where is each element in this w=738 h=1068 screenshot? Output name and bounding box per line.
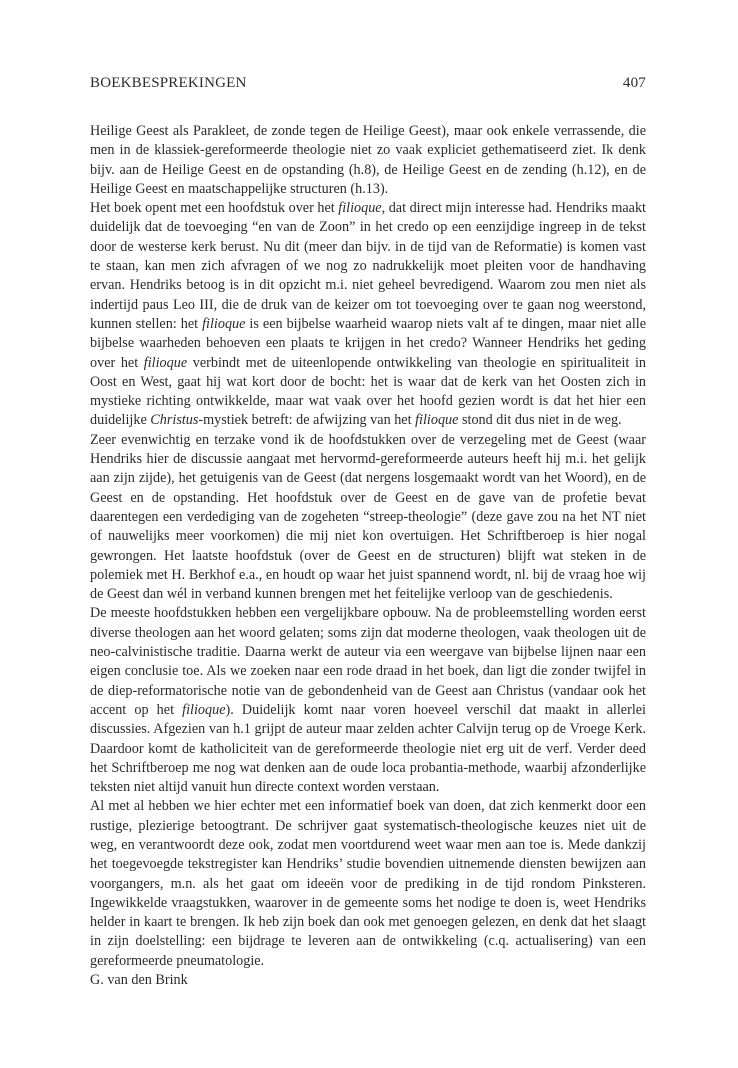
text-run: -mystiek betreft: de afwijzing van het — [198, 412, 416, 429]
text-run: Heilige Geest als Parakleet, de zonde tegen de Heilige Geest), maar ook enkele verrassende, die men in de klassiek-gereformeerde theologie niet zo vaak expliciet gethematiseerd ziet. Ik denk bijv. aan de Heilige Geest en de opstanding (h.8), de Heilige Geest en de zending (h.12), en de Heilige Geest en maatschappelijke structuren (h.13). — [90, 123, 646, 197]
text-run: Het boek opent met een hoofdstuk over het — [90, 200, 339, 217]
text-run: is een bijbelse waarheid waarop niets valt af te dingen, maar niet alle bijbelse waarheden behoeven een plaats te krijgen in het credo? Wanneer Hendriks het geding over het — [90, 315, 647, 371]
italic-term: filioque — [182, 701, 226, 718]
text-run: De meeste hoofdstukken hebben een vergelijkbare opbouw. Na de probleemstelling worden eerst diverse theologen aan het woord gelaten; soms zijn dat moderne theologen, vaak theologen uit de neo-calvinistische traditie. Daarna werkt de auteur via een weergave van bijbelse lijnen naar een eigen conclusie toe. Als we zoeken naar een rode draad in het boek, dan ligt die zonder twijfel in de diep-reformatorische notie van de gebondenheid van de Geest aan Christus (vandaar ook het accent op het — [90, 605, 646, 718]
text-run: stond dit dus niet in de weg. — [458, 412, 622, 429]
italic-term: filioque — [202, 315, 246, 332]
paragraph-3 — [90, 431, 646, 605]
italic-term: filioque — [143, 354, 188, 371]
page — [90, 0, 646, 1068]
article-body — [90, 122, 646, 990]
page-number: 407 — [622, 75, 646, 91]
paragraph-5 — [90, 797, 646, 971]
text-run: Al met al hebben we hier echter met een informatief boek van doen, dat zich kenmerkt door een rustige, plezierige betoogtrant. De schrijver gaat systematisch-theologische keuzes niet uit de weg, en verantwoordt deze ook, zodat men voortdurend weet waar men aan toe is. Mede dankzij het toegevoegde tekstregister kan Hendriks’ studie bovendien uitnemende diensten bewijzen aan voorgangers, m.n. als het gaat om ideeën voor de prediking in de tijd rondom Pinksteren. Ingewikkelde vraagstukken, waarover in de gemeente soms het nodige te doen is, weet Hendriks helder in kaart te brengen. Ik heb zijn boek dan ook met genoegen gelezen, en denk dat het slaagt in zijn doelstelling: een bijdrage te leveren aan de ontwikkeling (c.q. actualisering) van een gereformeerde pneumatologie. — [90, 798, 646, 969]
paragraph-1 — [90, 122, 646, 199]
signature: G. van den Brink — [90, 972, 188, 989]
paragraph-4 — [90, 604, 646, 797]
text-run: verbindt met de uiteenlopende ontwikkeling van theologie en spiritualiteit in Oost en West, gaat hij wat kort door de bocht: het is waar dat de kerk van het Oosten zich in mystieke richting ontwikkelde, maar wat vaak over het hoofd gezien wordt is dat het hier een duidelijke — [90, 354, 646, 429]
paragraph-2 — [90, 199, 646, 431]
text-run: ). Duidelijk komt naar voren hoeveel verschil dat maakt in allerlei discussies. Afgezien van h.1 grijpt de auteur maar zelden achter Calvijn terug op de Vroege Kerk. Daardoor komt de katholiciteit van de gereformeerde theologie niet erg uit de verf. Verder deed het Schriftberoep me nog wat denken aan de oude loca probantia-methode, waarbij afzonderlijke teksten niet altijd vanuit hun directe context worden verstaan. — [90, 701, 646, 796]
text-run: , dat direct mijn interesse had. Hendriks maakt duidelijk dat de toevoeging “en van de Zoon” in het credo op een eenzijdige ingreep in de tekst door de westerse kerk berust. Nu dit (meer dan bijv. in de tijd van de Reformatie) is komen vast te staan, kan men zich afvragen of we nog zo nadrukkelijk moet pleiten voor de handhaving ervan. Hendriks betoog is in dit opzicht m.i. niet geheel bevredigend. Waarom zou men niet als indertijd paus Leo III, die de druk van de keizer om tot toevoeging over te gaan nog weerstond, kunnen stellen: het — [90, 200, 646, 332]
italic-term: filioque — [338, 200, 382, 217]
italic-term: filioque — [415, 412, 459, 429]
section-title: BOEKBESPREKINGEN — [90, 75, 247, 91]
text-run: Zeer evenwichtig en terzake vond ik de hoofdstukken over de verzegeling met de Geest (waar Hendriks hier de discussie aangaat met hervormd-gereformeerde auteurs heeft hij m.i. het gelijk aan zijn zijde), het getuigenis van de Geest (dat nergens losgemaakt wordt van het Woord), en de Geest en de opstanding. Het hoofdstuk over de Geest en de gave van de profetie bevat daarentegen een verdediging van de zogeheten “streep-theologie” (deze gave zou na het NT niet of nauwelijks meer voorkomen) die mij niet kon overtuigen. Het Schriftberoep is hier nogal gewrongen. Het laatste hoofdstuk (over de Geest en de structuren) blijft wat steken in de polemiek met H. Berkhof e.a., en houdt op waar het juist spannend wordt, nl. bij de vraag hoe wij de Geest dan wél in verband kunnen brengen met het feitelijke verloop van de geschiedenis. — [90, 431, 646, 603]
italic-term: Christus — [150, 412, 199, 429]
